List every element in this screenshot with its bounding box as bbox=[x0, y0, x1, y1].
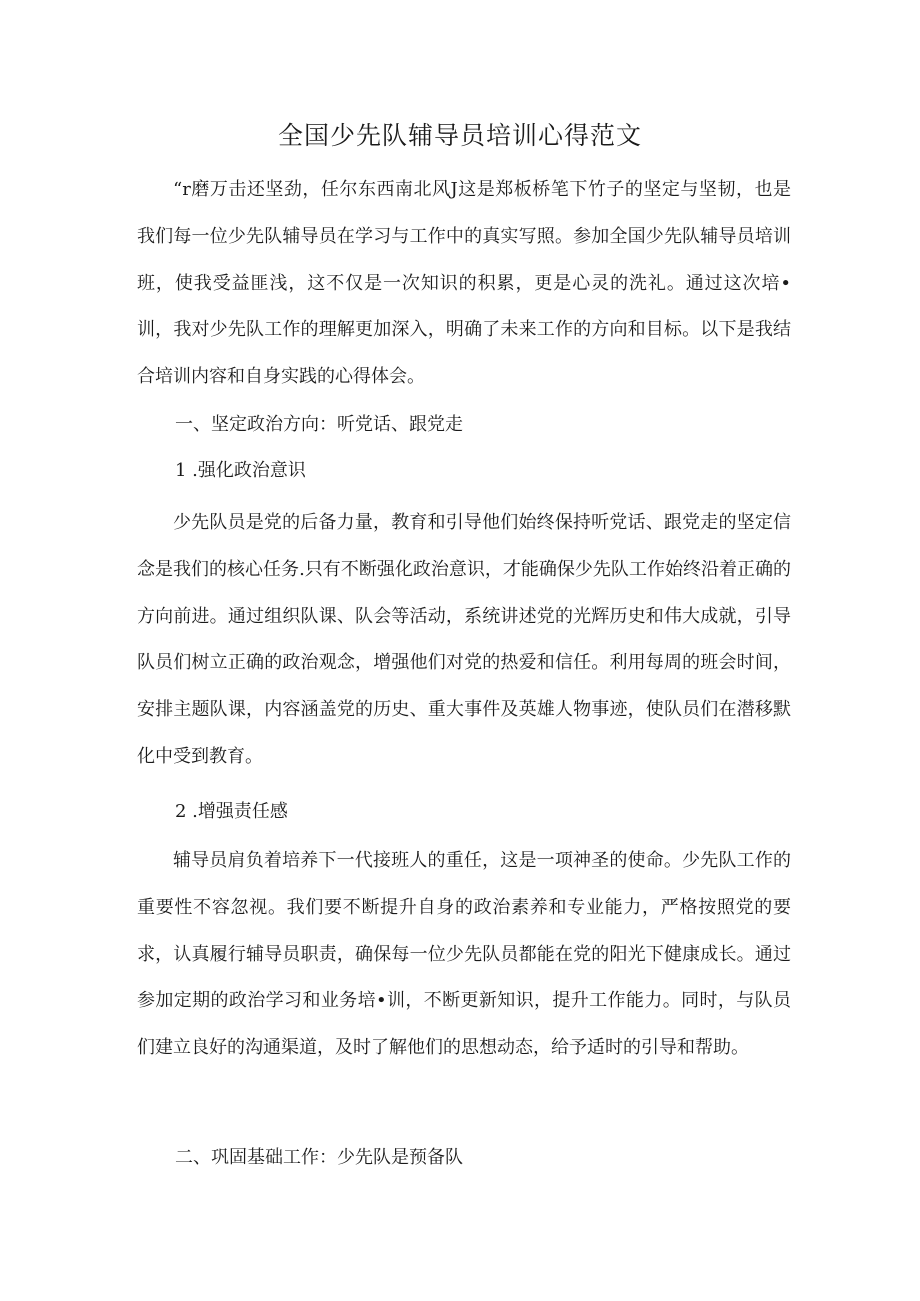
subsection-1-body: 少先队员是党的后备力量，教育和引导他们始终保持听党话、跟党走的坚定信念是我们的核心任务.只有不断强化政治意识，才能确保少先队工作始终沿着正确的方向前进。通过组织队课、队会等活动，系统讲述党的光辉历史和伟大成就，引导队员们树立正确的政治观念，增强他们对党的热爱和信任。利用每周的班会时间，安排主题队课，内容涵盖党的历史、重大事件及英雄人物事迹，使队员们在潜移默化中受到教育。 bbox=[137, 512, 791, 767]
subsection-heading-2: 2 .增强责任感 bbox=[175, 801, 288, 822]
section-heading-1: 一、坚定政治方向：听党话、跟党走 bbox=[175, 414, 463, 435]
document-title: 全国少先队辅导员培训心得范文 bbox=[277, 121, 642, 150]
intro-paragraph: “r磨万击还坚劲，任尔东西南北风J这是郑板桥笔下竹子的坚定与坚韧，也是我们每一位少先队辅导员在学习与工作中的真实写照。参加全国少先队辅导员培训班，使我受益匪浅，这不仅是一次知识的积累，更是心灵的洗礼。通过这次培•训，我对少先队工作的理解更加深入，明确了未来工作的方向和目标。以下是我结合培训内容和自身实践的心得体会。 bbox=[137, 179, 791, 388]
section-heading-2: 二、巩固基础工作：少先队是预备队 bbox=[175, 1147, 463, 1168]
subsection-heading-1: 1 .强化政治意识 bbox=[175, 460, 306, 481]
subsection-2-body: 辅导员肩负着培养下一代接班人的重任，这是一项神圣的使命。少先队工作的重要性不容忽视。我们要不断提升自身的政治素养和专业能力，严格按照党的要求，认真履行辅导员职责，确保每一位少先队员都能在党的阳光下健康成长。通过参加定期的政治学习和业务培•训，不断更新知识，提升工作能力。同时，与队员们建立良好的沟通渠道，及时了解他们的思想动态，给予适时的引导和帮助。 bbox=[137, 850, 791, 1059]
